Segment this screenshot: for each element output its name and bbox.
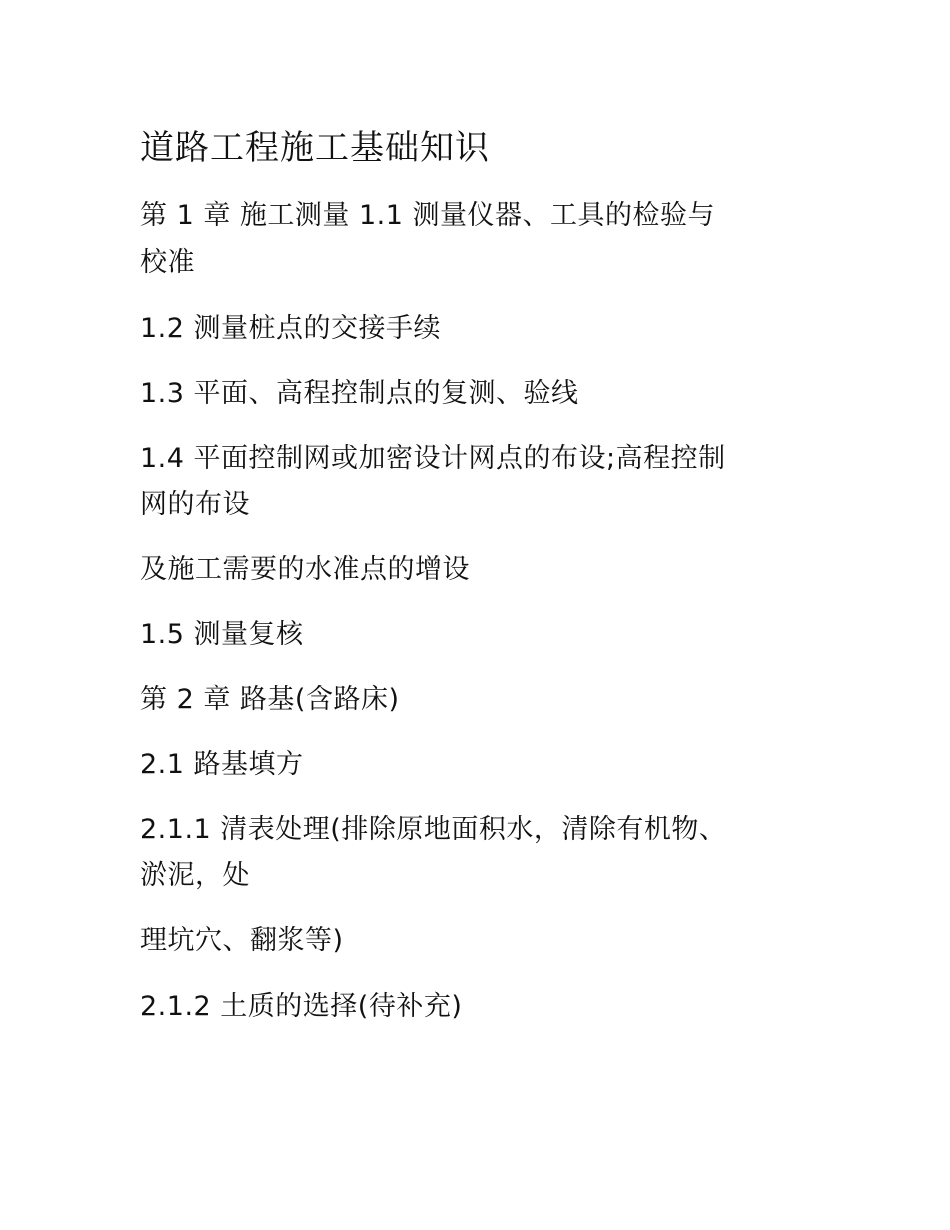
section-1-4-line-3: 及施工需要的水准点的增设 [140,554,470,585]
section-1-2-line: 1.2 测量桩点的交接手续 [140,313,442,344]
section-2-1-1-line-3: 理坑穴、翻浆等) [140,925,344,956]
section-2-1-line: 2.1 路基填方 [140,749,304,780]
section-2-1-1-line-1: 2.1.1 清表处理(排除原地面积水，清除有机物、 [140,814,727,845]
section-1-3-line: 1.3 平面、高程控制点的复测、验线 [140,378,579,409]
chapter-1-heading-line-2: 校准 [140,247,195,278]
section-1-4-line-2: 网的布设 [140,489,250,520]
section-1-4-line-1: 1.4 平面控制网或加密设计网点的布设;高程控制 [140,443,726,474]
section-2-1-2-line: 2.1.2 土质的选择(待补充) [140,991,463,1022]
chapter-2-heading-line: 第 2 章 路基(含路床) [140,684,400,715]
section-2-1-1-line-2: 淤泥，处 [140,860,250,891]
chapter-1-heading-line-1: 第 1 章 施工测量 1.1 测量仪器、工具的检验与 [140,200,716,231]
section-1-5-line: 1.5 测量复核 [140,619,304,650]
document-title: 道路工程施工基础知识 [140,128,490,168]
